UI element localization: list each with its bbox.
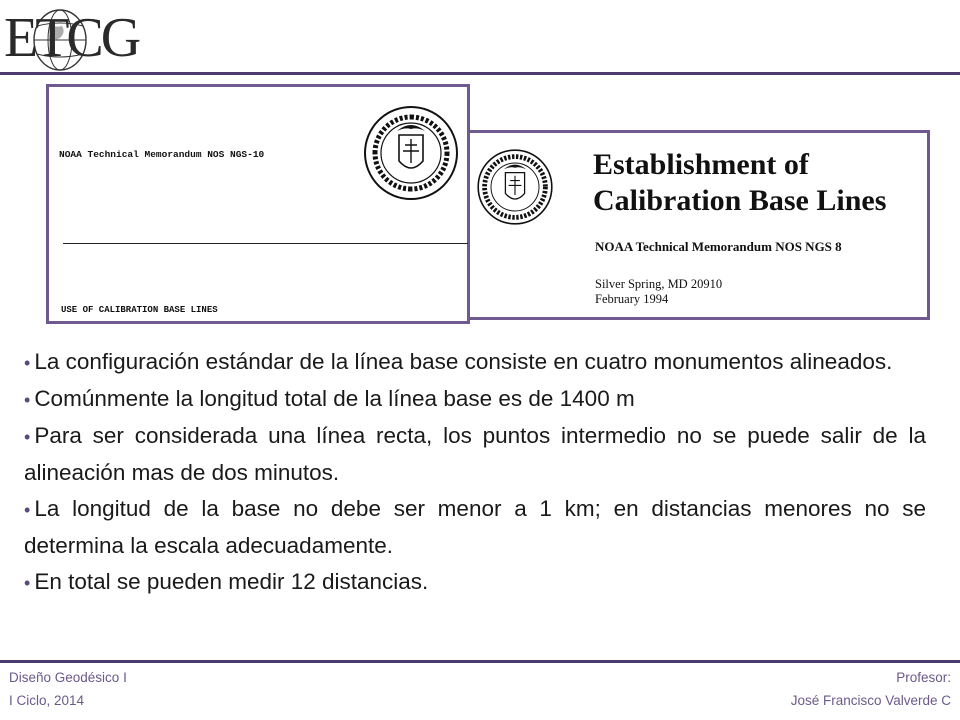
etcg-logo	[4, 6, 139, 72]
bullet-icon: •	[24, 500, 31, 520]
department-of-commerce-seal-icon	[361, 103, 461, 203]
course-name: Diseño Geodésico I	[9, 670, 127, 685]
memo-line: NOAA Technical Memorandum NOS NGS 8	[595, 239, 842, 254]
bullet-text: En total se pueden medir 12 distancias.	[34, 569, 429, 594]
bullet-list	[24, 344, 926, 601]
title-line-1: Establishment of	[593, 148, 809, 181]
professor-label: Profesor:	[896, 670, 951, 685]
memo-line: NOAA Technical Memorandum NOS NGS-10	[59, 149, 265, 160]
bullet-icon: •	[24, 390, 31, 410]
bullet-icon: •	[24, 573, 31, 593]
department-of-commerce-seal-icon	[475, 147, 555, 227]
footer-divider	[0, 660, 960, 663]
bullet-item	[24, 344, 926, 381]
document-rule	[63, 243, 468, 244]
bullet-item	[24, 564, 926, 601]
bullet-text: La longitud de la base no debe ser menor a 1 km; en distancias menores no se determina la escala adecuadamente.	[24, 496, 926, 558]
document-cover-ngs-8	[466, 130, 930, 320]
bullet-icon: •	[24, 353, 31, 373]
document-title	[593, 147, 886, 219]
use-line: USE OF CALIBRATION BASE LINES	[61, 305, 218, 315]
logo-text: ETCG	[4, 7, 139, 69]
course-term: I Ciclo, 2014	[9, 693, 85, 708]
document-cover-ngs-10	[46, 84, 470, 324]
place-line: Silver Spring, MD 20910	[595, 277, 723, 291]
bullet-icon: •	[24, 427, 31, 447]
bullet-item	[24, 491, 926, 564]
publication-info	[595, 277, 722, 307]
bullet-item	[24, 418, 926, 491]
professor-name: José Francisco Valverde C	[790, 693, 951, 708]
date-line: February 1994	[595, 292, 669, 306]
bullet-text: Comúnmente la longitud total de la línea base es de 1400 m	[34, 386, 635, 411]
bullet-text: Para ser considerada una línea recta, los puntos intermedio no se puede salir de la alineación mas de dos minutos.	[24, 423, 926, 485]
header-divider	[0, 72, 960, 75]
bullet-text: La configuración estándar de la línea base consiste en cuatro monumentos alineados.	[34, 349, 893, 374]
title-line-2: Calibration Base Lines	[593, 184, 887, 217]
bullet-item	[24, 381, 926, 418]
